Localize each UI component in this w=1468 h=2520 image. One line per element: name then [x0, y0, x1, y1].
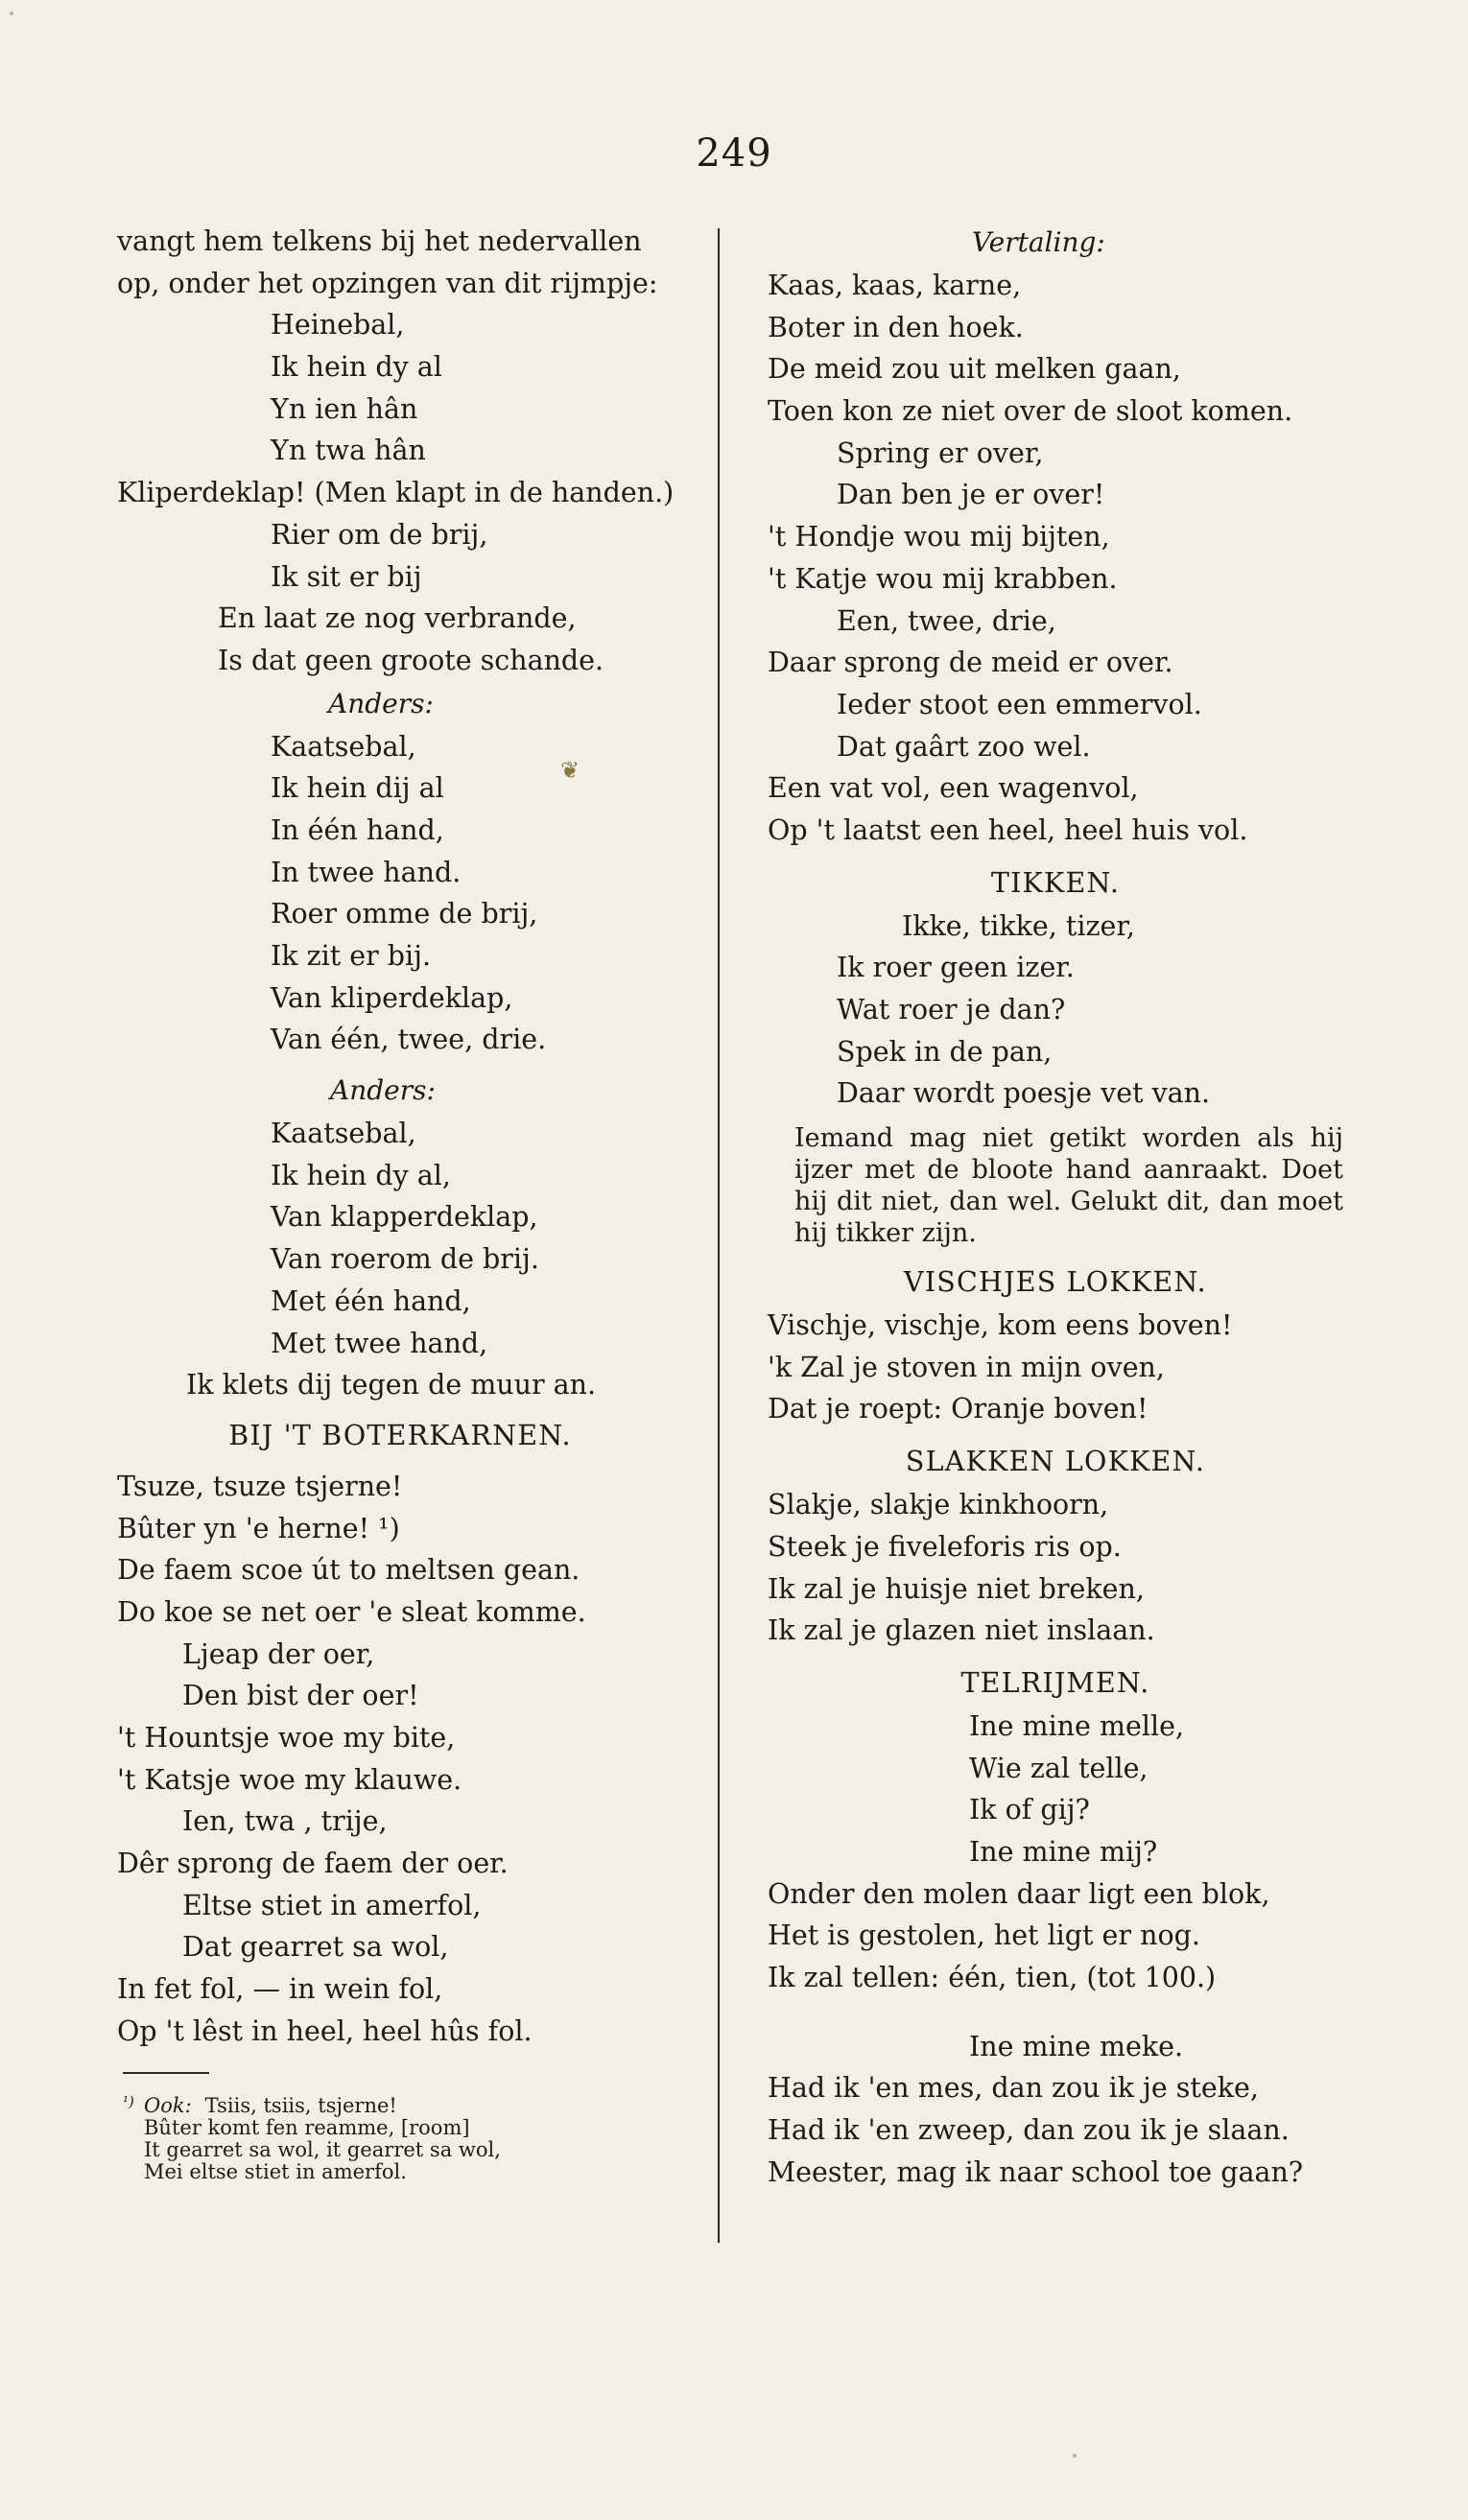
verse-line: En laat ze nog verbrande, — [218, 602, 577, 635]
verse-line: Kaatsebal, — [271, 730, 416, 763]
verse-line: Ine mine mij? — [969, 1835, 1158, 1868]
section-heading-slakken: SLAKKEN LOKKEN. — [905, 1446, 1206, 1478]
verse-line: Steek je fiveleforis ris op. — [768, 1530, 1122, 1563]
verse-line: Yn ien hân — [271, 392, 418, 425]
verse-line: Do koe se net oer 'e sleat komme. — [117, 1595, 586, 1628]
footnote-text: Tsiis, tsiis, tsjerne! — [204, 2093, 397, 2117]
verse-line: Ik of gij? — [969, 1794, 1090, 1826]
verse-line: Een vat vol, een wagenvol, — [768, 772, 1139, 805]
paper-speck — [10, 12, 13, 15]
verse-line: Ik zal je glazen niet inslaan. — [768, 1614, 1155, 1647]
verse-line: Met één hand, — [271, 1284, 471, 1317]
verse-line: Ik hein dij al — [271, 772, 444, 805]
paper-speck — [1073, 2454, 1077, 2458]
page-number: 249 — [696, 131, 772, 176]
section-heading-vischjes: VISCHJES LOKKEN. — [904, 1266, 1207, 1299]
verse-line: 't Hountsje woe my bite, — [117, 1722, 456, 1754]
verse-line: In één hand, — [271, 813, 444, 846]
anders-heading: Anders: — [328, 687, 434, 719]
verse-line: Ik sit er bij — [271, 560, 422, 593]
verse-line: Rier om de brij, — [271, 518, 488, 551]
verse-line: Meester, mag ik naar school toe gaan? — [768, 2155, 1304, 2188]
right-column — [768, 221, 1343, 2193]
footnote-lead: Ook: — [144, 2093, 192, 2117]
verse-line: op, onder het opzingen van dit rijmpje: — [117, 267, 658, 299]
verse-line: Ljeap der oer, — [182, 1637, 375, 1670]
verse-line: Ik klets dij tegen de muur an. — [186, 1369, 597, 1401]
footnote-line: Mei eltse stiet in amerfol. — [144, 2159, 407, 2183]
verse-line: Ik zit er bij. — [271, 940, 432, 972]
footnote-rule — [123, 2072, 209, 2074]
verse-line: Onder den molen daar ligt een blok, — [768, 1877, 1270, 1910]
verse-line: Ine mine melle, — [969, 1709, 1185, 1742]
footnote-line: Bûter komt fen reamme, [room] — [144, 2115, 470, 2139]
verse-line: Ien, twa , trije, — [182, 1805, 388, 1838]
verse-line: Een, twee, drie, — [837, 604, 1056, 637]
verse-line: Dêr sprong de faem der oer. — [117, 1848, 509, 1880]
verse-line: Roer omme de brij, — [271, 898, 538, 930]
verse-line: Ik hein dy al, — [271, 1159, 451, 1191]
verse-line: Boter in den hoek. — [768, 311, 1024, 343]
verse-line: Had ik 'en mes, dan zou ik je steke, — [768, 2072, 1259, 2105]
footnote-line — [144, 2095, 683, 2117]
verse-line: Op 't lêst in heel, heel hûs fol. — [117, 2014, 533, 2047]
tikken-explanation: Iemand mag niet getikt worden als hij ijzer met de bloote hand aanraakt. Doet hij dit niet, dan wel. Gelukt dit, dan moet hij tikker zijn. — [794, 1123, 1343, 1249]
verse-line: Toen kon ze niet over de sloot komen. — [768, 395, 1293, 428]
verse-line: Ik zal tellen: één, tien, (tot 100.) — [768, 1962, 1217, 1993]
footnote-line: It gearret sa wol, it gearret sa wol, — [144, 2137, 501, 2161]
verse-line: Den bist der oer! — [182, 1680, 419, 1712]
verse-line: Van één, twee, drie. — [271, 1024, 547, 1056]
verse-line: Is dat geen groote schande. — [218, 644, 604, 676]
verse-line: De meid zou uit melken gaan, — [768, 353, 1181, 386]
verse-line: Dat gearret sa wol, — [182, 1931, 449, 1964]
verse-line: Ieder stoot een emmervol. — [837, 688, 1202, 720]
left-column — [117, 221, 683, 2183]
verse-line: Kaatsebal, — [271, 1118, 416, 1150]
verse-line: Had ik 'en zweep, dan zou ik je slaan. — [768, 2114, 1290, 2147]
section-heading-telrijmen: TELRIJMEN. — [960, 1666, 1150, 1699]
verse-line: 'k Zal je stoven in mijn oven, — [768, 1351, 1165, 1383]
verse-line: Daar sprong de meid er over. — [768, 647, 1173, 679]
section-heading-boterkarnen: BIJ 'T BOTERKARNEN. — [228, 1419, 572, 1451]
verse-line: Ine mine meke. — [969, 2030, 1184, 2062]
column-divider — [718, 228, 720, 2243]
verse-line: Kliperdeklap! (Men klapt in de handen.) — [117, 477, 675, 509]
verse-line: Ik roer geen izer. — [837, 952, 1075, 984]
verse-line: Bûter yn 'e herne! ¹) — [117, 1512, 400, 1544]
footnote — [123, 2092, 683, 2183]
verse-line: 't Katsje woe my klauwe. — [117, 1763, 462, 1796]
verse-line: Spring er over, — [837, 436, 1044, 469]
verse-line: Eltse stiet in amerfol, — [182, 1889, 482, 1921]
verse-line: Yn twa hân — [271, 435, 426, 467]
verse-line: Vischje, vischje, kom eens boven! — [768, 1309, 1233, 1342]
verse-line: De faem scoe út to meltsen gean. — [117, 1554, 580, 1587]
verse-line: Wie zal telle, — [969, 1752, 1148, 1784]
verse-line: Met twee hand, — [271, 1327, 488, 1359]
verse-line: vangt hem telkens bij het nedervallen — [117, 225, 642, 257]
verse-line: Van kliperdeklap, — [271, 981, 513, 1014]
ink-smudge: ❦ — [560, 757, 580, 784]
verse-line: 't Hondje wou mij bijten, — [768, 521, 1110, 553]
section-heading-tikken: TIKKEN. — [990, 866, 1121, 899]
verse-line: In twee hand. — [271, 856, 462, 888]
verse-line: Kaas, kaas, karne, — [768, 270, 1022, 301]
verse-line: Tsuze, tsuze tsjerne! — [117, 1470, 403, 1502]
vertaling-heading: Vertaling: — [972, 226, 1105, 258]
verse-line: Van roerom de brij. — [271, 1243, 539, 1276]
verse-line: Dan ben je er over! — [837, 479, 1105, 511]
verse-line: Op 't laatst een heel, heel huis vol. — [768, 813, 1248, 846]
verse-line: Ikke, tikke, tizer, — [902, 909, 1135, 942]
verse-line: Dat gaârt zoo wel. — [837, 730, 1091, 763]
verse-line: Daar wordt poesje vet van. — [837, 1077, 1211, 1110]
verse-line: Ik hein dy al — [271, 351, 442, 384]
verse-line: Dat je roept: Oranje boven! — [768, 1393, 1148, 1425]
anders-heading: Anders: — [330, 1074, 436, 1107]
verse-line: Van klapperdeklap, — [271, 1201, 538, 1234]
footnote-mark: ¹) — [123, 2092, 134, 2110]
verse-line: Het is gestolen, het ligt er nog. — [768, 1919, 1200, 1952]
verse-line: Ik zal je huisje niet breken, — [768, 1572, 1145, 1605]
verse-line: Slakje, slakje kinkhoorn, — [768, 1489, 1109, 1521]
verse-line: In fet fol, — in wein fol, — [117, 1973, 443, 2006]
verse-line: Heinebal, — [271, 309, 405, 341]
verse-line: 't Katje wou mij krabben. — [768, 562, 1118, 595]
verse-line: Wat roer je dan? — [837, 994, 1066, 1025]
verse-line: Spek in de pan, — [837, 1035, 1053, 1068]
